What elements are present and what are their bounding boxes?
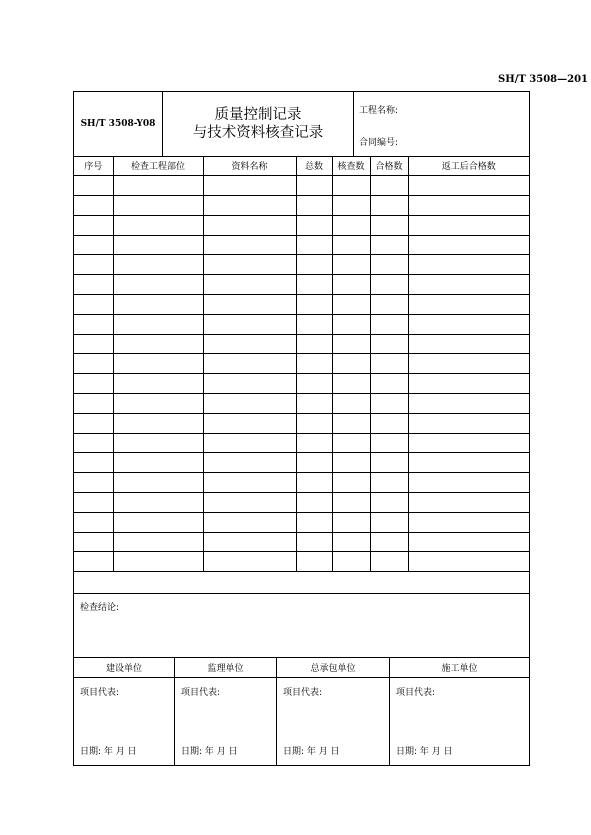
table-cell[interactable]: [296, 433, 332, 453]
table-cell[interactable]: [113, 374, 203, 394]
table-cell[interactable]: [203, 512, 296, 532]
table-cell[interactable]: [203, 374, 296, 394]
table-cell[interactable]: [332, 354, 370, 374]
table-cell[interactable]: [203, 215, 296, 235]
table-cell[interactable]: [203, 176, 296, 196]
header-info: [359, 92, 529, 156]
table-cell[interactable]: [113, 433, 203, 453]
table-cell[interactable]: [370, 532, 408, 552]
table-cell[interactable]: [74, 196, 113, 216]
table-cell[interactable]: [74, 275, 113, 295]
table-row: [74, 433, 529, 453]
table-cell[interactable]: [370, 493, 408, 513]
table-cell[interactable]: [113, 235, 203, 255]
table-cell[interactable]: [332, 196, 370, 216]
table-cell[interactable]: [296, 493, 332, 513]
table-row: [74, 215, 529, 235]
table-cell[interactable]: [370, 453, 408, 473]
table-cell[interactable]: [74, 552, 113, 572]
table-cell[interactable]: [370, 295, 408, 315]
table-cell[interactable]: [370, 512, 408, 532]
table-cell[interactable]: [296, 295, 332, 315]
table-cell[interactable]: [113, 493, 203, 513]
table-cell[interactable]: [203, 314, 296, 334]
table-cell[interactable]: [113, 453, 203, 473]
table-cell[interactable]: [296, 314, 332, 334]
col-header-total: 总数: [296, 156, 332, 176]
table-cell[interactable]: [332, 552, 370, 572]
table-cell[interactable]: [370, 196, 408, 216]
table-cell[interactable]: [408, 334, 529, 354]
table-cell[interactable]: [370, 354, 408, 374]
table-cell[interactable]: [203, 552, 296, 572]
table-cell[interactable]: [74, 374, 113, 394]
col-header-part: 检查工程部位: [113, 156, 203, 176]
col-header-checked: 核查数: [332, 156, 370, 176]
table-cell[interactable]: [296, 473, 332, 493]
table-cell[interactable]: [332, 314, 370, 334]
table-cell[interactable]: [408, 354, 529, 374]
date-label: 日期: 年 月 日: [283, 747, 340, 757]
table-cell[interactable]: [203, 196, 296, 216]
table-cell[interactable]: [74, 473, 113, 493]
signature-section: [74, 657, 529, 765]
table-cell[interactable]: [74, 433, 113, 453]
table-cell[interactable]: [408, 512, 529, 532]
form-header: [74, 92, 529, 157]
table-cell[interactable]: [408, 314, 529, 334]
table-cell[interactable]: [203, 473, 296, 493]
conclusion-label: 检查结论:: [80, 603, 120, 613]
table-cell[interactable]: [408, 453, 529, 473]
table-row: [74, 314, 529, 334]
form-code: SH/T 3508-Y08: [74, 92, 163, 156]
table-cell[interactable]: [332, 374, 370, 394]
table-cell[interactable]: [408, 552, 529, 572]
table-cell[interactable]: [408, 215, 529, 235]
table-cell[interactable]: [74, 532, 113, 552]
table-row: [74, 275, 529, 295]
table-cell[interactable]: [74, 235, 113, 255]
unit-label: 总承包单位: [277, 658, 389, 678]
table-cell[interactable]: [370, 275, 408, 295]
table-cell[interactable]: [296, 453, 332, 473]
table-row: [74, 552, 529, 572]
table-cell[interactable]: [113, 215, 203, 235]
table-cell[interactable]: [203, 453, 296, 473]
form-frame: [73, 91, 530, 766]
date-label: 日期: 年 月 日: [80, 747, 137, 757]
table-row: [74, 354, 529, 374]
table-cell[interactable]: [203, 235, 296, 255]
table-cell[interactable]: [408, 255, 529, 275]
table-cell[interactable]: [296, 413, 332, 433]
table-cell[interactable]: [74, 354, 113, 374]
signature-constructor: [390, 658, 529, 766]
col-header-rework-qualified: 返工后合格数: [408, 156, 529, 176]
table-cell[interactable]: [296, 334, 332, 354]
table-cell[interactable]: [408, 433, 529, 453]
table-cell[interactable]: [408, 176, 529, 196]
table-cell[interactable]: [332, 334, 370, 354]
unit-label: 建设单位: [74, 658, 174, 678]
date-label: 日期: 年 月 日: [181, 747, 238, 757]
table-cell[interactable]: [408, 196, 529, 216]
table-cell[interactable]: [203, 493, 296, 513]
table-cell[interactable]: [74, 176, 113, 196]
table-cell[interactable]: [370, 552, 408, 572]
table-cell[interactable]: [74, 334, 113, 354]
signature-owner: [74, 658, 175, 766]
table-row: [74, 255, 529, 275]
table-cell[interactable]: [296, 394, 332, 414]
table-cell[interactable]: [203, 334, 296, 354]
standard-code: SH/T 3508—201: [498, 74, 588, 85]
table-cell[interactable]: [203, 413, 296, 433]
table-cell[interactable]: [332, 215, 370, 235]
table-cell[interactable]: [370, 314, 408, 334]
table-cell[interactable]: [332, 493, 370, 513]
table-cell[interactable]: [332, 532, 370, 552]
table-cell[interactable]: [113, 532, 203, 552]
table-cell[interactable]: [408, 295, 529, 315]
table-cell[interactable]: [370, 413, 408, 433]
table-cell[interactable]: [74, 512, 113, 532]
table-row: [74, 295, 529, 315]
table-row: [74, 532, 529, 552]
table-cell[interactable]: [74, 295, 113, 315]
table-cell[interactable]: [408, 374, 529, 394]
table-cell[interactable]: [332, 512, 370, 532]
table-cell[interactable]: [370, 433, 408, 453]
table-cell[interactable]: [296, 255, 332, 275]
col-header-doc-name: 资料名称: [203, 156, 296, 176]
table-cell[interactable]: [296, 176, 332, 196]
col-header-qualified: 合格数: [370, 156, 408, 176]
table-cell[interactable]: [370, 374, 408, 394]
table-cell[interactable]: [113, 552, 203, 572]
table-cell[interactable]: [203, 433, 296, 453]
table-cell[interactable]: [203, 354, 296, 374]
table-cell[interactable]: [296, 275, 332, 295]
signature-general-contractor: [277, 658, 390, 766]
title-line-1: 质量控制记录: [214, 107, 302, 123]
project-name-label: 工程名称:: [359, 106, 399, 116]
table-cell[interactable]: [370, 473, 408, 493]
col-header-no: 序号: [74, 156, 113, 176]
table-cell[interactable]: [113, 413, 203, 433]
table-cell[interactable]: [113, 334, 203, 354]
table-cell[interactable]: [203, 295, 296, 315]
table-cell[interactable]: [296, 235, 332, 255]
table-cell[interactable]: [74, 255, 113, 275]
table-cell[interactable]: [113, 354, 203, 374]
conclusion-section: [74, 593, 529, 657]
table-cell[interactable]: [296, 354, 332, 374]
table-cell[interactable]: [74, 394, 113, 414]
table-row: [74, 374, 529, 394]
table-cell[interactable]: [113, 394, 203, 414]
table-cell[interactable]: [408, 235, 529, 255]
table-cell[interactable]: [74, 413, 113, 433]
table-cell[interactable]: [408, 394, 529, 414]
table-cell[interactable]: [408, 493, 529, 513]
table-cell[interactable]: [370, 215, 408, 235]
table-row: [74, 394, 529, 414]
table-cell[interactable]: [370, 235, 408, 255]
table-cell[interactable]: [370, 255, 408, 275]
table-cell[interactable]: [296, 215, 332, 235]
table-cell[interactable]: [332, 176, 370, 196]
table-cell[interactable]: [203, 394, 296, 414]
records-table: [74, 156, 529, 572]
table-cell[interactable]: [113, 314, 203, 334]
table-cell[interactable]: [370, 334, 408, 354]
table-cell[interactable]: [296, 512, 332, 532]
contract-no-label: 合同编号:: [359, 138, 399, 148]
table-cell[interactable]: [332, 295, 370, 315]
date-label: 日期: 年 月 日: [396, 747, 453, 757]
table-cell[interactable]: [370, 394, 408, 414]
table-row: [74, 176, 529, 196]
table-cell[interactable]: [203, 255, 296, 275]
table-cell[interactable]: [296, 552, 332, 572]
table-cell[interactable]: [113, 473, 203, 493]
table-row: [74, 235, 529, 255]
title-line-2: 与技术资料核查记录: [192, 125, 324, 141]
table-cell[interactable]: [332, 275, 370, 295]
table-cell[interactable]: [332, 255, 370, 275]
rep-label: 项目代表:: [181, 688, 221, 698]
table-cell[interactable]: [408, 275, 529, 295]
table-row: [74, 493, 529, 513]
table-cell[interactable]: [332, 473, 370, 493]
table-cell[interactable]: [332, 235, 370, 255]
table-cell[interactable]: [113, 295, 203, 315]
table-row: [74, 473, 529, 493]
table-cell[interactable]: [296, 532, 332, 552]
rep-label: 项目代表:: [80, 688, 120, 698]
table-cell[interactable]: [113, 176, 203, 196]
rep-label: 项目代表:: [396, 688, 436, 698]
table-row: [74, 413, 529, 433]
table-cell[interactable]: [408, 532, 529, 552]
table-row: [74, 334, 529, 354]
table-cell[interactable]: [408, 413, 529, 433]
table-row: [74, 196, 529, 216]
table-cell[interactable]: [113, 196, 203, 216]
table-cell[interactable]: [370, 176, 408, 196]
table-cell[interactable]: [113, 255, 203, 275]
signature-supervisor: [175, 658, 277, 766]
table-cell[interactable]: [408, 473, 529, 493]
table-cell[interactable]: [74, 493, 113, 513]
table-cell[interactable]: [332, 394, 370, 414]
rep-label: 项目代表:: [283, 688, 323, 698]
table-row: [74, 453, 529, 473]
table-cell[interactable]: [74, 215, 113, 235]
table-cell[interactable]: [113, 275, 203, 295]
table-cell[interactable]: [113, 512, 203, 532]
unit-label: 施工单位: [390, 658, 529, 678]
table-cell[interactable]: [74, 314, 113, 334]
table-cell[interactable]: [332, 453, 370, 473]
form-title: [163, 92, 354, 156]
unit-label: 监理单位: [175, 658, 276, 678]
table-cell[interactable]: [203, 532, 296, 552]
table-cell[interactable]: [332, 413, 370, 433]
table-cell[interactable]: [74, 453, 113, 473]
table-row: [74, 512, 529, 532]
table-cell[interactable]: [296, 196, 332, 216]
table-cell[interactable]: [296, 374, 332, 394]
table-cell[interactable]: [203, 275, 296, 295]
table-cell[interactable]: [332, 433, 370, 453]
table-header-row: [74, 156, 529, 176]
